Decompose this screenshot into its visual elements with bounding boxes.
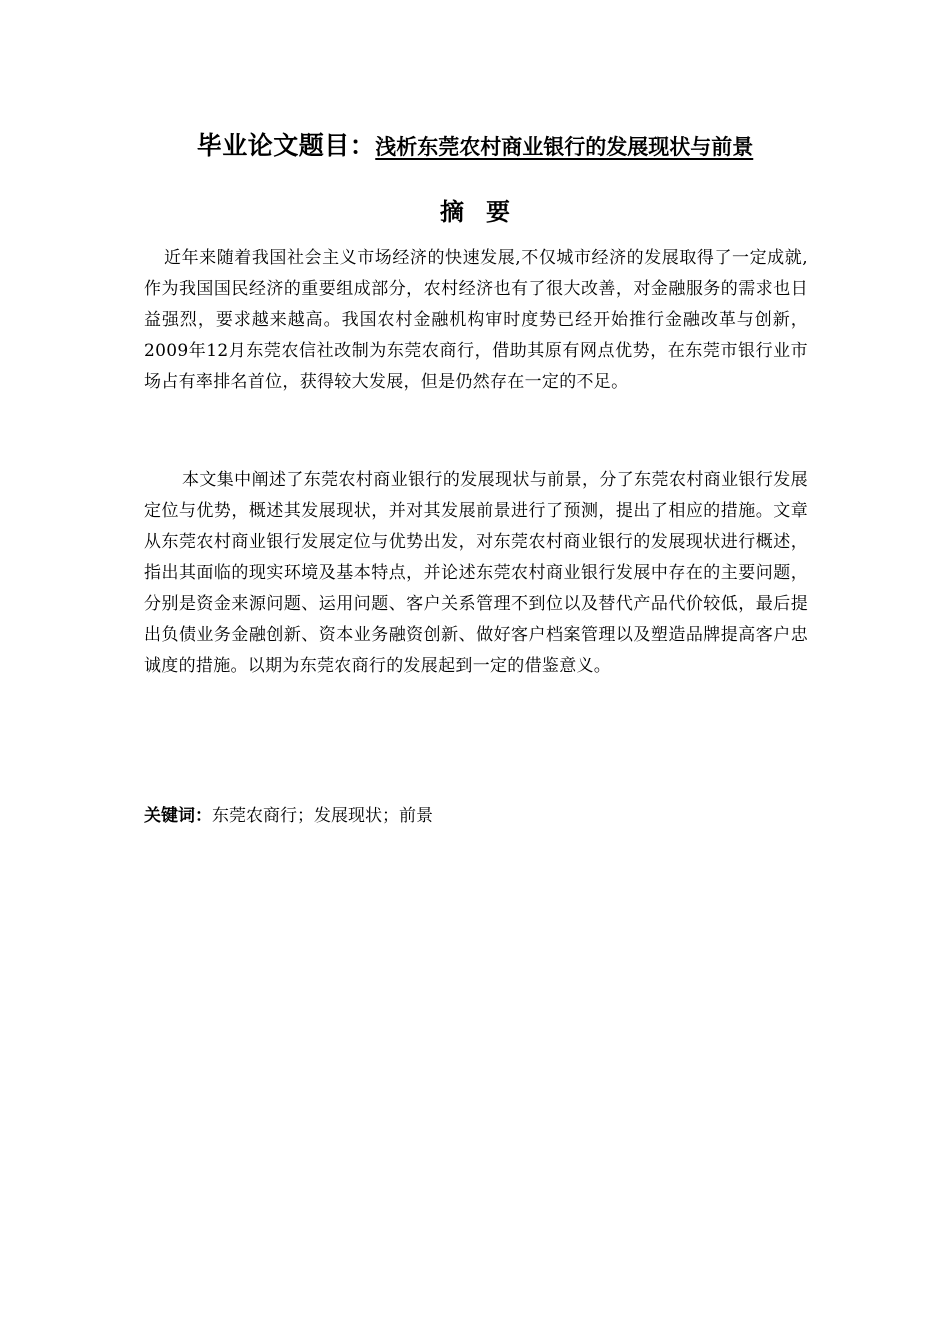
thesis-title-line (0, 126, 950, 162)
keywords-line (144, 800, 808, 832)
thesis-title-prefix: 毕业论文题目： (196, 131, 376, 160)
keywords-values: 东莞农商行；发展现状；前景 (212, 806, 433, 826)
abstract-paragraph-1: 近年来随着我国社会主义市场经济的快速发展,不仅城市经济的发展取得了一定成就,作为我国国民经济的重要组成部分，农村经济也有了很大改善，对金融服务的需求也日益强烈，要求越来越高。我国农村金融机构审时度势已经开始推行金融改革与创新，2009年12月东莞农信社改制为东莞农商行，借助其原有网点优势，在东莞市银行业市场占有率排名首位，获得较大发展，但是仍然存在一定的不足。 (144, 248, 808, 392)
keywords-label: 关键词： (144, 806, 212, 826)
abstract-paragraph-2: 本文集中阐述了东莞农村商业银行的发展现状与前景，分了东莞农村商业银行发展定位与优势，概述其发展现状，并对其发展前景进行了预测，提出了相应的措施。文章从东莞农村商业银行发展定位与优势出发，对东莞农村商业银行的发展现状进行概述，指出其面临的现实环境及基本特点，并论述东莞农村商业银行发展中存在的主要问题，分别是资金来源问题、运用问题、客户关系管理不到位以及替代产品代价较低，最后提出负债业务金融创新、资本业务融资创新、做好客户档案管理以及塑造品牌提高客户忠诚度的措施。以期为东莞农商行的发展起到一定的借鉴意义。 (144, 470, 808, 676)
thesis-title: 浅析东莞农村商业银行的发展现状与前景 (375, 135, 754, 159)
abstract-heading: 摘要 (440, 198, 532, 226)
